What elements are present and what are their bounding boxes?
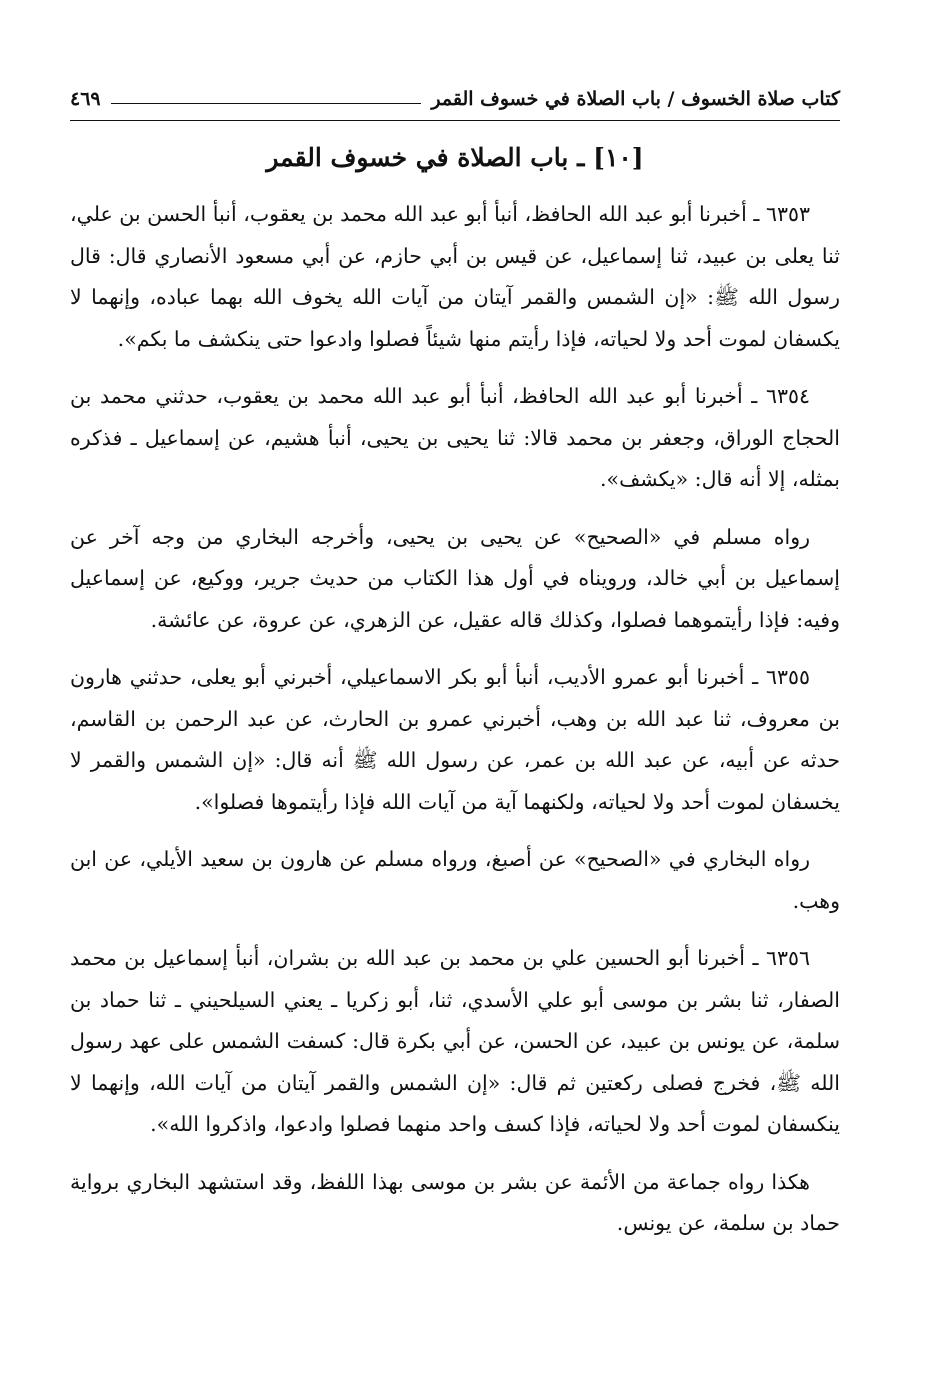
paragraph-commentary: هكذا رواه جماعة من الأئمة عن بشر بن موسى بهذا اللفظ، وقد استشهد البخاري برواية حماد بن سلمة، عن يونس.	[70, 1169, 840, 1235]
paragraph-hadith-6356: ٦٣٥٦ ـ أخبرنا أبو الحسين علي بن محمد بن عبد الله بن بشران، أنبأ إسماعيل بن محمد الصفار، ثنا بشر بن موسى أبو علي الأسدي، ثنا، أبو زكريا ـ يعني السيلحيني ـ ثنا حماد بن سلمة، عن يونس بن عبيد، عن الحسن، عن أبي بكرة قال: كسفت الشمس على عهد رسول الله ﷺ، فخرج فصلى ركعتين ثم قال: «إن الشمس والقمر آيتان من آيات الله، وإنهما لا ينكسفان لموت أحد ولا لحياته، فإذا كسف واحد منهما فصلوا وادعوا، واذكروا الله».	[70, 946, 840, 1136]
paragraph-hadith-6355: ٦٣٥٥ ـ أخبرنا أبو عمرو الأديب، أنبأ أبو بكر الاسماعيلي، أخبرني أبو يعلى، حدثني هارون بن معروف، ثنا عبد الله بن وهب، أخبرني عمرو بن الحارث، عن عبد الرحمن بن القاسم، حدثه عن أبيه، عن عبد الله بن عمر، عن رسول الله ﷺ أنه قال: «إن الشمس والقمر لا يخسفان لموت أحد ولا لحياته، ولكنهما آية من آيات الله فإذا رأيتموها فصلوا».	[70, 665, 840, 814]
paragraph-commentary: رواه مسلم في «الصحيح» عن يحيى بن يحيى، وأخرجه البخاري من وجه آخر عن إسماعيل بن أبي خالد، ورويناه في أول هذا الكتاب من حديث جرير، ووكيع، عن إسماعيل وفيه: فإذا رأيتموهما فصلوا، وكذلك قاله عقيل، عن الزهري، عن عروة، عن عائشة.	[70, 524, 840, 632]
paragraph-commentary: رواه البخاري في «الصحيح» عن أصبغ، ورواه مسلم عن هارون بن سعيد الأيلي، عن ابن وهب.	[70, 847, 840, 913]
page-number: ٤٦٩	[70, 88, 101, 110]
book-page	[70, 78, 840, 1261]
chapter-title: [١٠] ـ باب الصلاة في خسوف القمر	[266, 143, 644, 172]
paragraph-hadith-6354: ٦٣٥٤ ـ أخبرنا أبو عبد الله الحافظ، أنبأ أبو عبد الله محمد بن يعقوب، حدثني محمد بن الحجاج الوراق، وجعفر بن محمد قالا: ثنا يحيى بن يحيى، أنبأ هشيم، عن إسماعيل ـ فذكره بمثله، إلا أنه قال: «يكشف».	[70, 384, 840, 491]
running-title: كتاب صلاة الخسوف / باب الصلاة في خسوف القمر	[431, 88, 840, 110]
running-header	[70, 78, 840, 121]
header-rule	[111, 103, 422, 104]
paragraph-hadith-6353: ٦٣٥٣ ـ أخبرنا أبو عبد الله الحافظ، أنبأ أبو عبد الله محمد بن يعقوب، أنبأ الحسن بن علي، ثنا يعلى بن عبيد، ثنا إسماعيل، عن قيس بن أبي حازم، عن أبي مسعود الأنصاري قال: قال رسول الله ﷺ: «إن الشمس والقمر آيتان من آيات الله يخوف الله بهما عباده، وإنهما لا يكسفان لموت أحد ولا لحياته، فإذا رأيتم منها شيئاً فصلوا وادعوا حتى ينكشف ما بكم».	[70, 202, 840, 351]
